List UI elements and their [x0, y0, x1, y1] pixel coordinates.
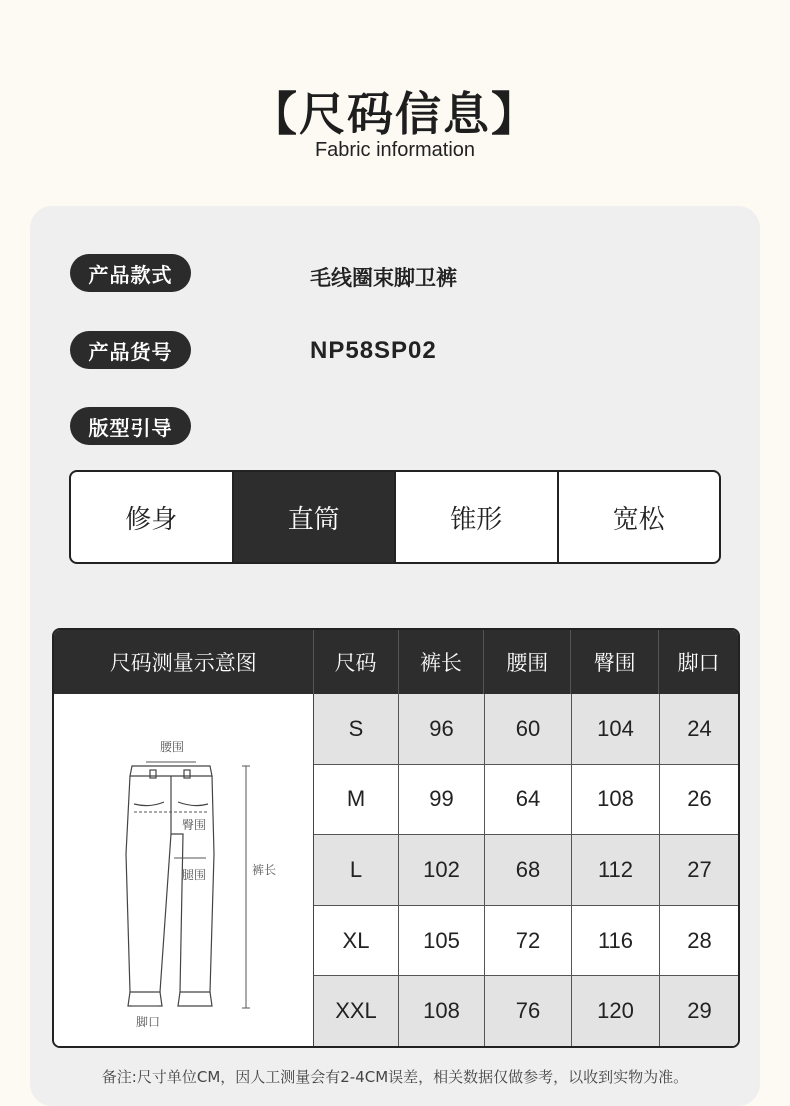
cell-waist: 64: [485, 765, 572, 835]
product-style-label: 产品款式: [70, 254, 191, 292]
diagram-waist-label: 腰围: [160, 740, 185, 754]
cell-hem: 26: [687, 786, 712, 812]
cell-hip: 104: [572, 694, 660, 764]
header-hip: 臀围: [571, 630, 659, 694]
size-table: [52, 628, 740, 1048]
cell-size: M: [314, 765, 399, 835]
product-code-label: 产品货号: [70, 331, 191, 369]
cell-length: 99: [399, 765, 485, 835]
size-table-header: [54, 630, 738, 694]
footnote: 备注:尺寸单位CM，因人工测量会有2-4CM误差，相关数据仅做参考，以收到实物为准。: [101, 1068, 689, 1086]
header-size: 尺码: [314, 630, 399, 694]
cell-hip: 116: [572, 906, 660, 976]
cell-waist: 60: [485, 694, 572, 764]
diagram-hip-label: 臀围: [182, 818, 207, 832]
header-length: 裤长: [399, 630, 485, 694]
table-row: [314, 835, 739, 906]
cell-hip: 120: [572, 976, 660, 1046]
table-row: [314, 694, 739, 765]
cell-hip: 108: [572, 765, 660, 835]
product-style-value: 毛线圈束脚卫裤: [310, 266, 457, 290]
table-row: [314, 906, 739, 977]
page-title: 【尺码信息】: [251, 87, 539, 141]
cell-length: 102: [399, 835, 485, 905]
cell-size: L: [314, 835, 399, 905]
table-row: [314, 765, 739, 836]
diagram-length-label: 裤长: [252, 863, 277, 877]
measurement-diagram: [54, 694, 314, 1046]
page-subtitle: Fabric information: [314, 139, 476, 161]
pants-illustration: [54, 694, 313, 1046]
fit-option-tapered: 锥形: [396, 472, 559, 562]
cell-hem: 24: [687, 715, 712, 741]
cell-waist: 72: [485, 906, 572, 976]
fit-selector: [69, 470, 721, 564]
cell-length: 105: [399, 906, 485, 976]
header-hem: 脚口: [677, 651, 720, 675]
fit-option-slim: 修身: [71, 472, 234, 562]
cell-length: 96: [399, 694, 485, 764]
cell-hem: 27: [687, 856, 712, 882]
cell-waist: 68: [485, 835, 572, 905]
fit-option-straight: 直筒: [234, 472, 397, 562]
cell-hip: 112: [572, 835, 660, 905]
product-code-value: NP58SP02: [310, 337, 437, 364]
header-diagram: 尺码测量示意图: [54, 630, 314, 694]
size-rows: [314, 694, 739, 1046]
cell-hem: 28: [687, 927, 712, 953]
cell-waist: 76: [485, 976, 572, 1046]
cell-hem: 29: [687, 998, 712, 1024]
fit-guide-label: 版型引导: [70, 407, 191, 445]
header-waist: 腰围: [484, 630, 571, 694]
cell-size: XL: [314, 906, 399, 976]
diagram-thigh-label: 腿围: [182, 868, 207, 882]
cell-length: 108: [399, 976, 485, 1046]
table-row: [314, 976, 739, 1046]
diagram-hem-label: 脚口: [136, 1015, 161, 1029]
cell-size: XXL: [314, 976, 399, 1046]
fit-option-loose: 宽松: [612, 504, 665, 535]
cell-size: S: [314, 694, 399, 764]
